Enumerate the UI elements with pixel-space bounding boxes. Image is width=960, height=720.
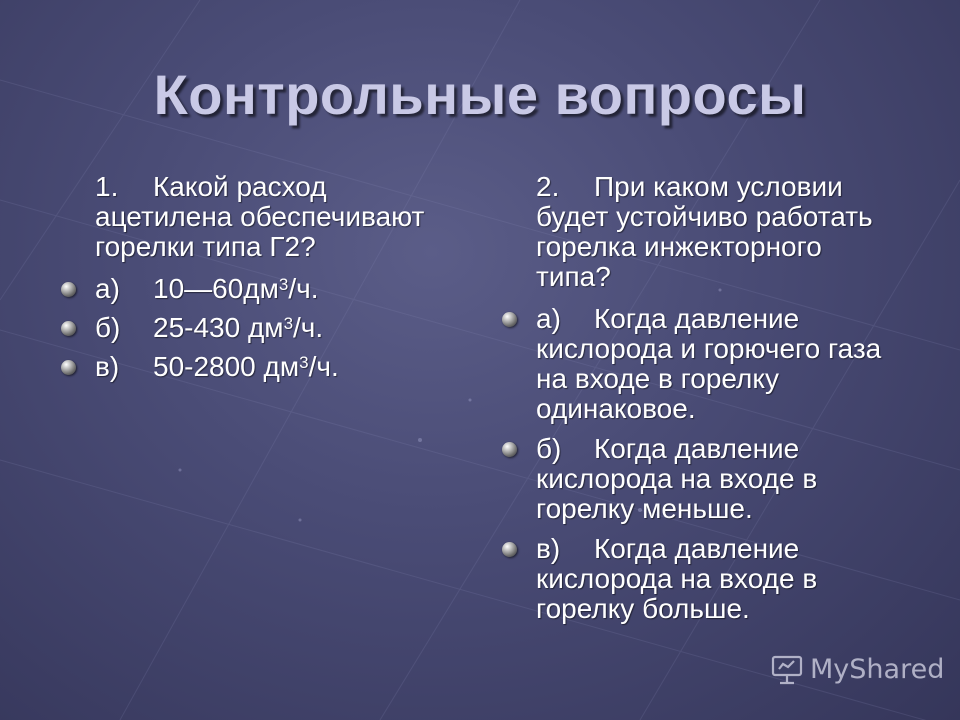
answer-text: Когда давление кислорода и горючего газа на входе в горелку одинаковое. bbox=[536, 303, 882, 424]
question-1-block bbox=[95, 172, 455, 391]
bullet-icon bbox=[61, 360, 76, 375]
answer-item bbox=[95, 274, 455, 304]
answer-sup: 3 bbox=[283, 314, 294, 333]
bullet-icon bbox=[61, 321, 76, 336]
answer-item bbox=[536, 534, 896, 624]
question-2-number: 2. bbox=[536, 171, 560, 202]
question-1-text: Какой расход ацетилена обеспечивают горелки типа Г2? bbox=[95, 171, 425, 262]
question-1-answers bbox=[95, 274, 455, 382]
bullet-icon bbox=[502, 312, 517, 327]
answer-item bbox=[536, 434, 896, 524]
question-2-block bbox=[536, 172, 896, 634]
answer-unit: /ч. bbox=[288, 273, 319, 304]
answer-label: в) bbox=[95, 351, 120, 382]
bullet-icon bbox=[502, 442, 517, 457]
answer-sup: 3 bbox=[278, 275, 289, 294]
question-1 bbox=[95, 172, 455, 262]
answer-value: 10—60дм bbox=[153, 273, 279, 304]
bullet-icon bbox=[61, 282, 76, 297]
answer-label: б) bbox=[536, 433, 562, 464]
answer-item bbox=[536, 304, 896, 424]
answer-label: в) bbox=[536, 533, 561, 564]
answer-label: а) bbox=[95, 273, 120, 304]
watermark-text: MyShared bbox=[810, 653, 945, 685]
answer-text: Когда давление кислорода на входе в горелку меньше. bbox=[536, 433, 818, 524]
question-2-text: При каком условии будет устойчиво работать горелка инжекторного типа? bbox=[536, 171, 873, 292]
presentation-icon bbox=[770, 652, 804, 686]
question-1-number: 1. bbox=[95, 171, 119, 202]
slide-title: Контрольные вопросы bbox=[153, 63, 807, 126]
question-2-answers bbox=[536, 304, 896, 624]
answer-unit: /ч. bbox=[293, 312, 324, 343]
answer-item bbox=[95, 313, 455, 343]
watermark-logo bbox=[770, 652, 944, 686]
question-2 bbox=[536, 172, 896, 292]
answer-label: а) bbox=[536, 303, 561, 334]
answer-label: б) bbox=[95, 312, 121, 343]
answer-text: Когда давление кислорода на входе в горелку больше. bbox=[536, 533, 818, 624]
bullet-icon bbox=[502, 542, 517, 557]
answer-unit: /ч. bbox=[308, 351, 339, 382]
answer-value: 50-2800 дм bbox=[153, 351, 300, 382]
answer-sup: 3 bbox=[299, 353, 309, 372]
answer-item bbox=[95, 352, 455, 382]
answer-value: 25-430 дм bbox=[153, 312, 284, 343]
